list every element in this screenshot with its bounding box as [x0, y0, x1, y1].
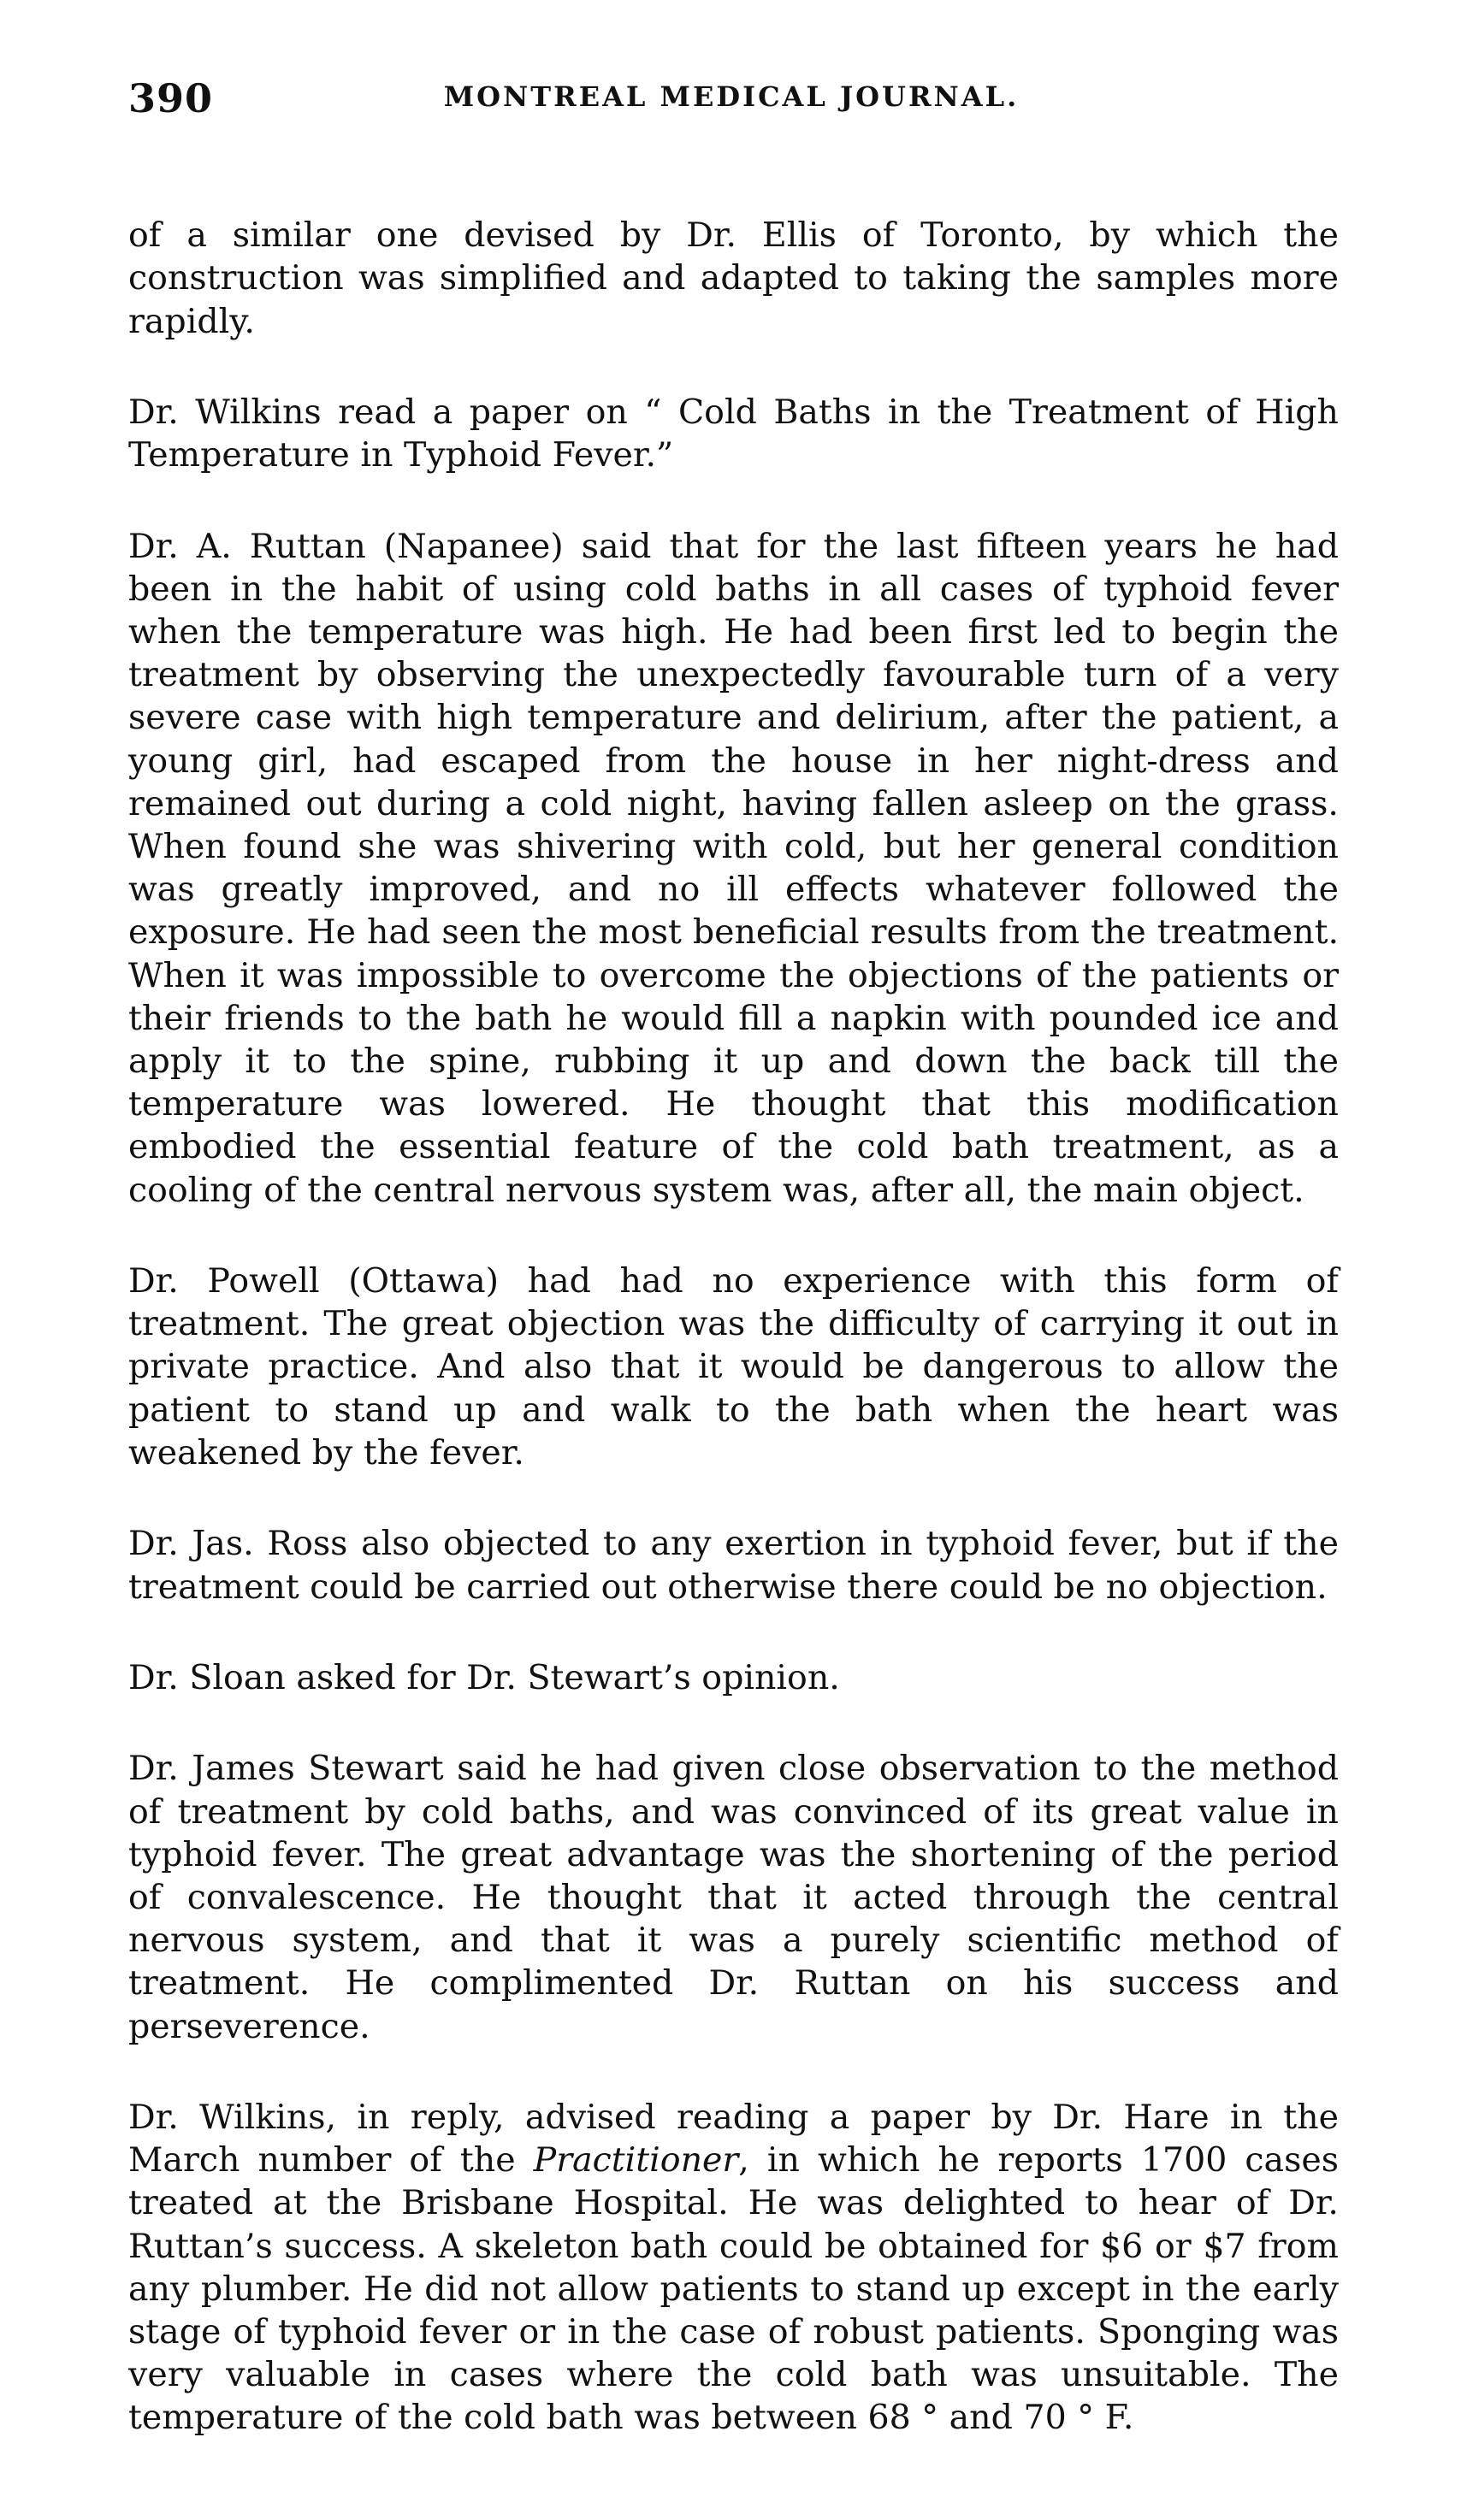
paragraph-sloan [128, 1614, 1339, 1699]
paragraph-ruttan [128, 481, 1339, 1211]
paragraph-wilkins-paper [128, 348, 1339, 477]
paragraph-ross [128, 1479, 1339, 1608]
journal-name-italic: Practitioner [533, 2140, 739, 2181]
paragraph-text: Dr. Powell (Ottawa) had had no experience with this form of treatment. The great objection was the difficulty of carrying it out in private practice. And also that it would be dangerous to allow the patient to stand up and walk to the bath when the heart was weakened by the fever. [128, 1261, 1339, 1472]
paragraph-continuation [128, 171, 1339, 343]
paragraph-wilkins-reply [128, 2053, 1339, 2440]
paragraph-text: Dr. Sloan asked for Dr. Stewart’s opinion. [128, 1657, 840, 1697]
paragraph-text: of a similar one devised by Dr. Ellis of Toronto, by which the construction was simplified and adapted to taking the samples more rapidly. [128, 215, 1339, 341]
paragraph-text: Dr. Jas. Ross also objected to any exertion in typhoid fever, but if the treatment could be carried out otherwise there could be no objection. [128, 1524, 1339, 1607]
paragraph-text-after-italic: , in which he reports 1700 cases treated at the Brisbane Hospital. He was delighted to hear of Dr. Ruttan’s success. A skeleton bath could be obtained for $6 or $7 from any plumber. He did not allow patients to stand up except in the early stage of typhoid fever or in the case of robust patients. Sponging was very valuable in cases where the cold bath was unsuitable. The temperature of the cold bath was between 68 ° and 70 ° F. [128, 2140, 1339, 2438]
article-body [128, 171, 1339, 2440]
paragraph-text: Dr. Wilkins read a paper on “ Cold Baths in the Treatment of High Temperature in Typhoid Fever.” [128, 392, 1339, 475]
paragraph-stewart [128, 1704, 1339, 2048]
paragraph-text: Dr. James Stewart said he had given close observation to the method of treatment by cold baths, and was convinced of its great value in typhoid fever. The great advantage was the shortening of the period of convalescence. He thought that it acted through the central nervous system, and that it was a purely scientific method of treatment. He complimented Dr. Ruttan on his success and perseverence. [128, 1749, 1339, 2046]
paragraph-powell [128, 1217, 1339, 1474]
page-number: 390 [128, 75, 214, 121]
running-head [128, 75, 1334, 135]
paragraph-text-before-italic: Dr. Wilkins, in reply, advised reading a paper by Dr. Hare in the March number of the [128, 2097, 1339, 2181]
paragraph-text: Dr. A. Ruttan (Napanee) said that for the last fifteen years he had been in the habit of using cold baths in all cases of typhoid fever when the temperature was high. He had been first led to begin the treatment by observing the unexpectedly favourable turn of a very severe case with high temperature and delirium, after the patient, a young girl, had escaped from the house in her night-dress and remained out during a cold night, having fallen asleep on the grass. When found she was shivering with cold, but her general condition was greatly improved, and no ill effects whatever followed the exposure. He had seen the most beneficial results from the treatment. When it was impossible to overcome the objections of the patients or their friends to the bath he would fill a napkin with pounded ice and apply it to the spine, rubbing it up and down the back till the temperature was lowered. He thought that this modification embodied the essential feature of the cold bath treatment, as a cooling of the central nervous system was, after all, the main object. [128, 526, 1339, 1210]
journal-title: MONTREAL MEDICAL JOURNAL. [443, 80, 1020, 113]
